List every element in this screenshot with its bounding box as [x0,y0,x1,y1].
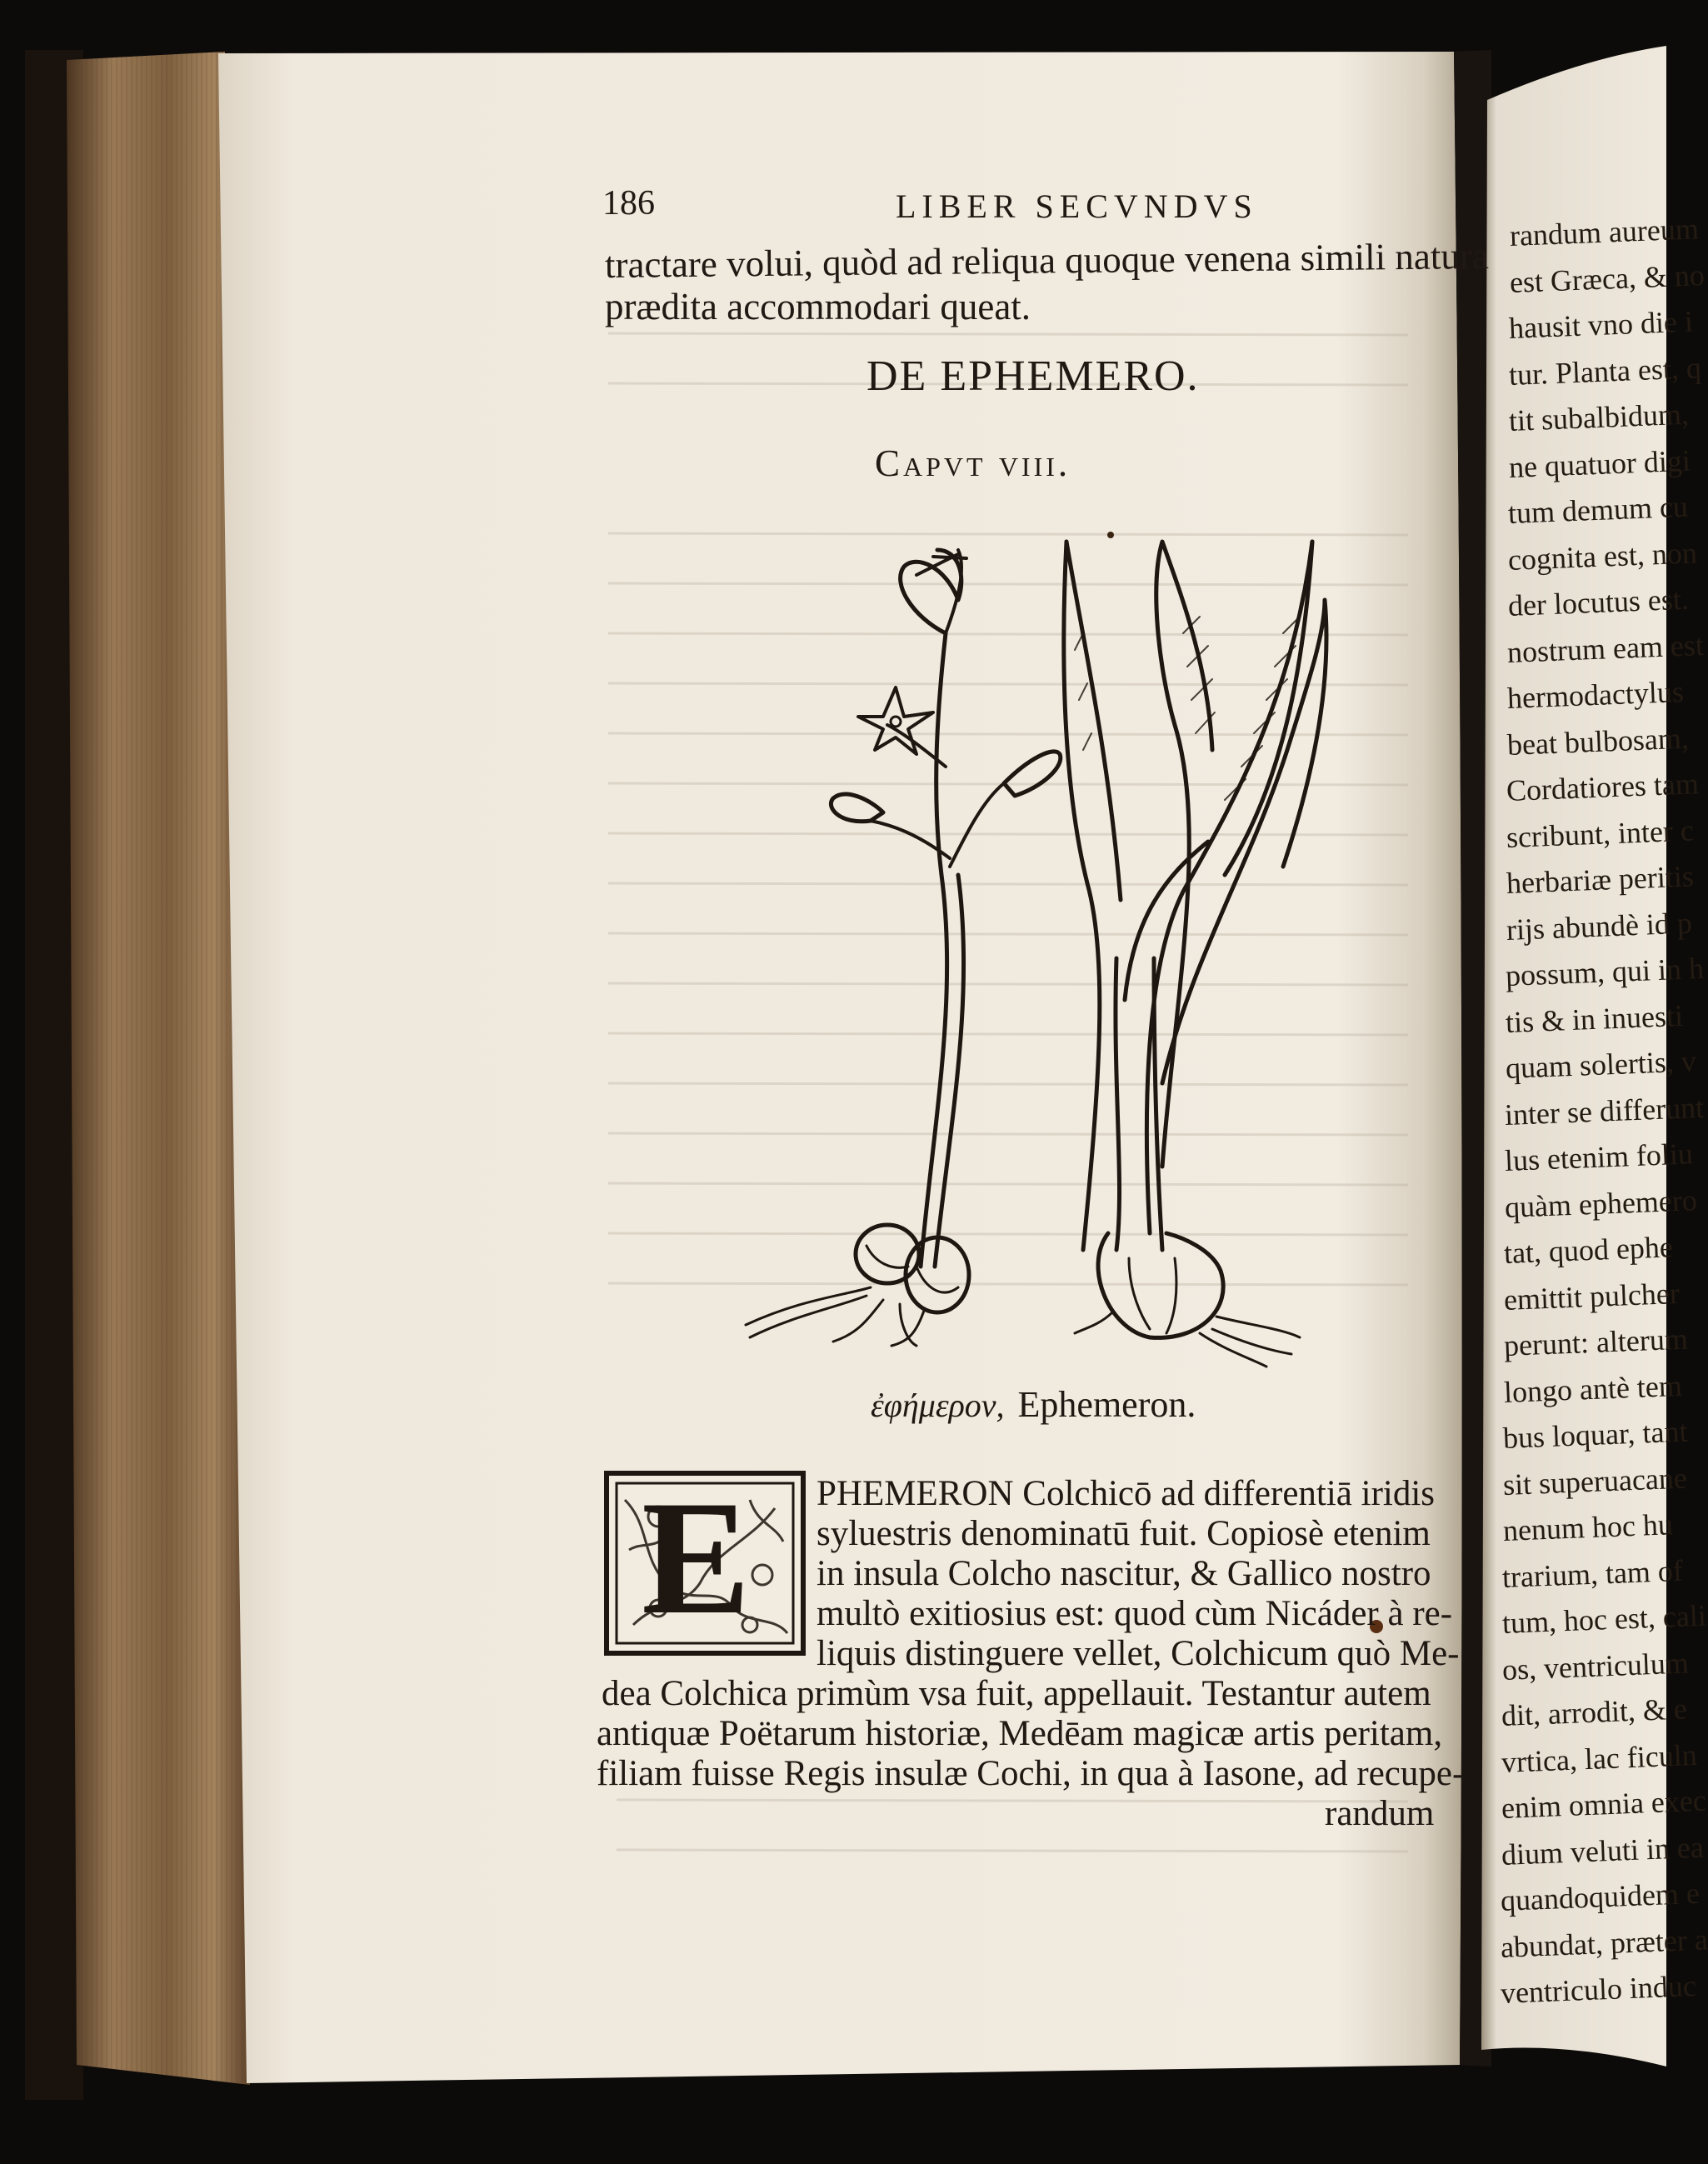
right-page-line: trarium, tam of [1501,1553,1684,1594]
right-page-line: Cordatiores tam [1506,767,1700,807]
caption-greek: ἐφήμερον, [871,1387,1005,1424]
chapter-number: Capvt viii. [875,442,1071,484]
right-page-line: tum demum cu [1507,489,1689,530]
right-page-line: bus loquar, tant [1502,1414,1689,1455]
right-page-line: randum aureum [1509,212,1700,252]
right-page-line: tur. Planta est, q [1508,350,1702,392]
right-page-line: hermodactylus [1506,674,1685,715]
text-line: multò exitiosius est: quod cùm Nicáder à re- [817,1594,1453,1633]
right-page-line: est Græca, & no [1508,257,1706,299]
opening-line: prædita accommodari queat. [605,286,1031,327]
text-line: PHEMERON Colchicō ad differentiā iridis [817,1474,1436,1513]
right-page-line: beat bulbosam, [1506,721,1690,762]
right-page-line: quàm ephemero [1503,1182,1698,1224]
text-line: syluestris denominatū fuit. Copiosè etenim [817,1514,1431,1553]
opening-line: tractare volui, quòd ad reliqua quoque venena simili natura [604,234,1490,286]
ink-spot [1107,532,1114,538]
right-page-line: cognita est, non [1507,535,1698,577]
right-page-line: scribunt, inter c [1506,812,1695,854]
catchword: randum [1325,1794,1435,1833]
right-page-line: vrtica, lac ficuln [1501,1737,1698,1779]
right-page-line: nenum hoc hu [1501,1507,1674,1547]
right-page-line: abundat, præter a [1500,1922,1708,1964]
caption-latin: Ephemeron. [1017,1384,1196,1425]
right-page-line: hausit vno die i [1508,304,1694,345]
right-page-line: ne quatuor digi [1507,443,1691,484]
text-line: filiam fuisse Regis insulæ Cochi, in qua à Iasone, ad recupe- [597,1754,1465,1793]
page-number: 186 [602,184,655,222]
right-page-line: ventriculo induc [1499,1968,1697,2010]
right-page-line: inter se differunt [1504,1090,1706,1132]
text-line: in insula Colcho nascitur, & Gallico nostro [817,1554,1431,1593]
right-page-line: tat, quod ephe [1503,1230,1674,1270]
running-head: LIBER SECVNDVS [896,187,1258,225]
right-page-line: nostrum eam est [1506,627,1705,669]
right-page-line: tum, hoc est, cali [1501,1598,1707,1640]
text-line: liquis distinguere vellet, Colchicum quò Me- [817,1634,1460,1673]
chapter-title: DE EPHEMERO. [866,352,1200,400]
right-page-line: perunt: alterum [1503,1322,1689,1362]
right-page-line: os, ventriculum [1501,1645,1690,1687]
text-line: antiquæ Poëtarum historiæ, Medēam magicæ artis peritam, [597,1714,1443,1753]
right-page-line: quam solertis, v [1504,1044,1697,1085]
right-page-line: emittit pulcher [1503,1276,1681,1317]
drop-cap-letter: E [642,1467,751,1648]
right-page-line: longo antè tem [1502,1368,1683,1409]
right-page-line: tis & in inuesti [1505,998,1684,1039]
right-page-line: rijs abundè id p [1505,905,1693,947]
right-page-line: dit, arrodit, & e [1501,1692,1688,1732]
right-page-line: herbariæ peritis [1506,859,1695,900]
text-line: dea Colchica primùm vsa fuit, appellauit. Testantur autem [602,1674,1431,1713]
right-page-line: quandoquidem e [1500,1876,1701,1917]
right-page-line: tit subalbidum, [1508,397,1690,437]
right-page-line: enim omnia exec [1501,1783,1707,1825]
right-page-line: possum, qui in h [1505,951,1705,992]
figure-caption [871,1383,1196,1426]
right-page-line: sit superuacane [1502,1461,1688,1502]
right-page-line: der locutus est. [1506,582,1690,622]
right-page-line: dium veluti in ea [1500,1830,1705,1872]
right-page-line: lus etenim foliu [1504,1137,1694,1177]
